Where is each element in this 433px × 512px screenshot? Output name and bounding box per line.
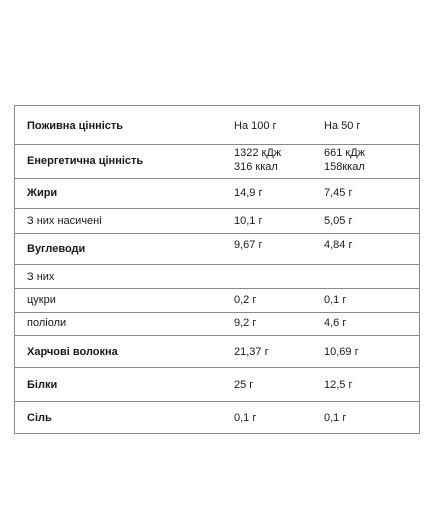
row-name: З них [27, 271, 55, 283]
row-name: Сіль [27, 412, 52, 424]
row-per50: 10,69 г [324, 346, 359, 358]
row-name: Білки [27, 379, 58, 391]
energy-name: Енергетична цінність [27, 155, 144, 167]
row-name: цукри [27, 294, 56, 306]
table-row [15, 367, 419, 401]
row-per100: 21,37 г [234, 346, 269, 358]
energy-per100-kj: 1322 кДж [234, 147, 282, 159]
row-name: поліоли [27, 317, 67, 329]
header-per100: На 100 г [234, 120, 277, 132]
row-per100: 9,2 г [234, 317, 257, 329]
header-name: Поживна цінність [27, 120, 124, 132]
energy-per50-kj: 661 кДж [324, 147, 366, 159]
row-name: З них насичені [27, 215, 102, 227]
row-per100: 9,67 г [234, 239, 263, 251]
table-row-energy [15, 144, 419, 178]
row-per100: 0,1 г [234, 412, 257, 424]
table-row [15, 335, 419, 367]
row-per100: 25 г [234, 379, 254, 391]
row-name: Вуглеводи [27, 243, 86, 255]
row-name: Харчові волокна [27, 346, 118, 358]
row-per100: 10,1 г [234, 215, 263, 227]
table-header-row [15, 106, 419, 144]
table-row [15, 208, 419, 233]
table-row [15, 264, 419, 288]
header-per50: На 50 г [324, 120, 361, 132]
row-per50: 4,6 г [324, 317, 347, 329]
row-per50: 4,84 г [324, 239, 353, 251]
table-row [15, 233, 419, 264]
nutrition-table [14, 105, 420, 434]
row-per100: 0,2 г [234, 294, 257, 306]
row-name: Жири [27, 187, 58, 199]
row-per50: 5,05 г [324, 215, 353, 227]
energy-per100-kcal: 316 ккал [234, 161, 278, 173]
table-row [15, 312, 419, 335]
table-row [15, 401, 419, 433]
energy-per50-kcal: 158ккал [324, 161, 365, 173]
row-per100: 14,9 г [234, 187, 263, 199]
table-row [15, 288, 419, 312]
row-per50: 0,1 г [324, 412, 347, 424]
row-per50: 7,45 г [324, 187, 353, 199]
row-per50: 12,5 г [324, 379, 353, 391]
row-per50: 0,1 г [324, 294, 347, 306]
table-row [15, 178, 419, 208]
